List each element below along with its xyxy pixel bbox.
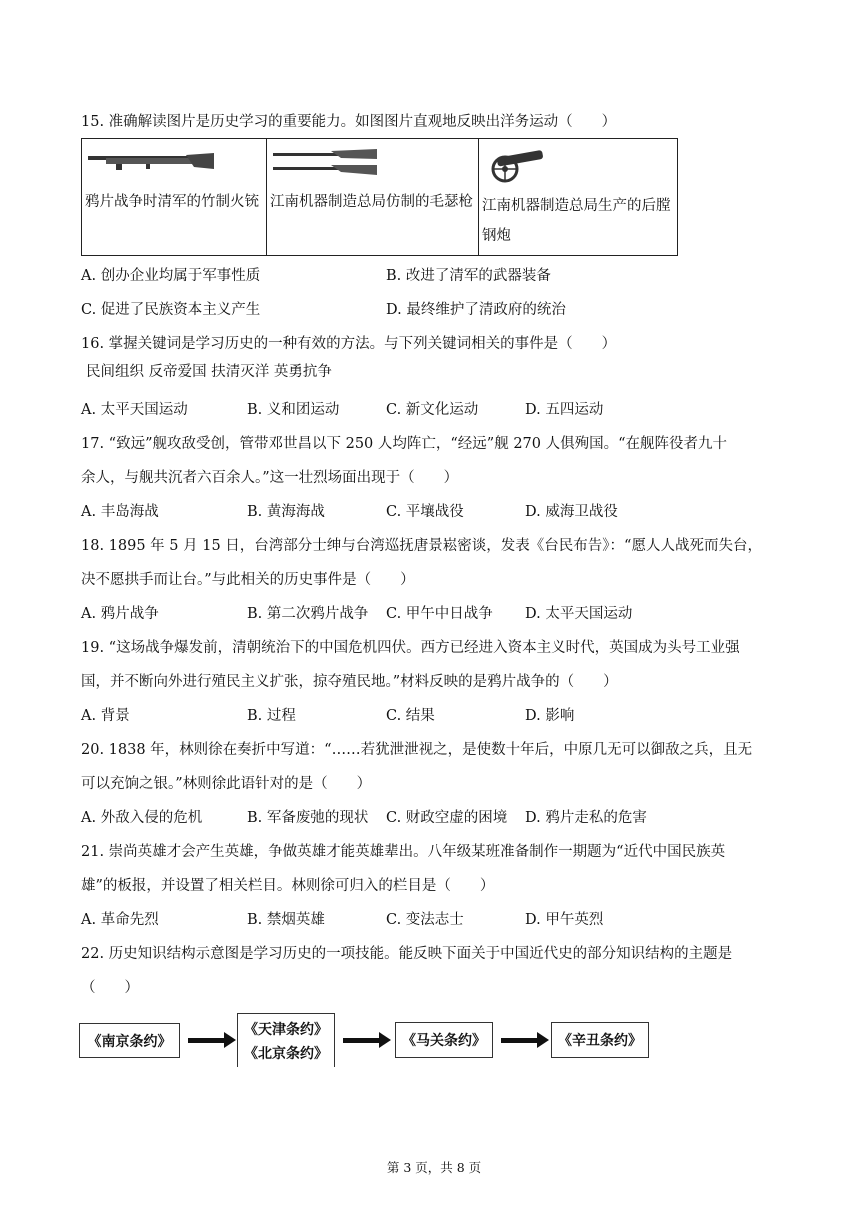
box-tianjin-beijing-treaties [237,1013,335,1067]
q15-option-c[interactable]: C. 促进了民族资本主义产生 [81,302,261,318]
q19-stem-line2: 国，并不断向外进行殖民主义扩张，掠夺殖民地。”材料反映的是鸦片战争的（ ） [81,674,618,690]
q16-keywords: 民间组织 反帝爱国 扶清灭洋 英勇抗争 [86,364,332,380]
q20-option-d[interactable]: D. 鸦片走私的危害 [525,810,647,826]
q20-stem-line1: 20. 1838 年，林则徐在奏折中写道：“……若犹泄泄视之，是使数十年后，中原几无可以御敌之兵，且无 [81,742,753,758]
arrow-right-icon [188,1038,226,1043]
box-maguan-treaty: 《马关条约》 [395,1022,493,1058]
q22-stem-line2: （ ） [81,980,139,996]
rifles-icon [271,145,381,179]
q21-option-c[interactable]: C. 变法志士 [386,912,464,928]
box-tianjin-treaty: 《天津条约》 [244,1021,328,1038]
q17-option-a[interactable]: A. 丰岛海战 [81,504,159,520]
q16-option-b[interactable]: B. 义和团运动 [247,402,340,418]
q22-stem-line1: 22. 历史知识结构示意图是学习历史的一项技能。能反映下面关于中国近代史的部分知识结构的主题是 [81,946,733,962]
q17-option-c[interactable]: C. 平壤战役 [386,504,464,520]
arrow-right-icon [343,1038,381,1043]
q17-stem-line2: 余人，与舰共沉者六百余人。”这一壮烈场面出现于（ ） [81,470,459,486]
page-footer: 第 3 页，共 8 页 [386,1160,482,1175]
q17-option-d[interactable]: D. 威海卫战役 [525,504,618,520]
box-beijing-treaty: 《北京条约》 [244,1045,328,1062]
q15-image-table [81,138,678,256]
q19-option-d[interactable]: D. 影响 [525,708,575,724]
q17-option-b[interactable]: B. 黄海海战 [247,504,325,520]
q16-option-a[interactable]: A. 太平天国运动 [81,402,188,418]
box-nanjing-treaty: 《南京条约》 [79,1023,180,1058]
q18-option-c[interactable]: C. 甲午中日战争 [386,606,493,622]
q15-cell-1 [82,139,267,256]
q20-stem-line2: 可以充饷之银。”林则徐此语针对的是（ ） [81,776,372,792]
matchlock-gun-icon [86,147,216,177]
q19-option-c[interactable]: C. 结果 [386,708,435,724]
q18-stem-line1: 18. 1895 年 5 月 15 日，台湾部分士绅与台湾巡抚唐景崧密谈，发表《台民布告》：“愿人人战死而失台， [81,538,762,554]
q21-option-b[interactable]: B. 禁烟英雄 [247,912,325,928]
q21-stem-line1: 21. 崇尚英雄才会产生英雄，争做英雄才能英雄辈出。八年级某班准备制作一期题为“近代中国民族英 [81,844,726,860]
q15-caption-2: 江南机器制造总局仿制的毛瑟枪 [270,194,473,210]
q15-caption-1: 鸦片战争时清军的竹制火铳 [85,194,259,210]
q15-option-d[interactable]: D. 最终维护了清政府的统治 [386,302,566,318]
q15-cell-2 [267,139,479,256]
q20-option-b[interactable]: B. 军备废弛的现状 [247,810,369,826]
q19-option-b[interactable]: B. 过程 [247,708,296,724]
q21-stem-line2: 雄”的板报，并设置了相关栏目。林则徐可归入的栏目是（ ） [81,878,495,894]
q16-stem: 16. 掌握关键词是学习历史的一种有效的方法。与下列关键词相关的事件是（ ） [81,336,617,352]
q15-option-b[interactable]: B. 改进了清军的武器装备 [386,268,551,284]
box-xinchou-treaty: 《辛丑条约》 [551,1022,649,1058]
q18-stem-line2: 决不愿拱手而让台。”与此相关的历史事件是（ ） [81,572,415,588]
cannon-icon [483,141,547,185]
q20-option-c[interactable]: C. 财政空虚的困境 [386,810,508,826]
q15-option-a[interactable]: A. 创办企业均属于军事性质 [81,268,261,284]
q19-stem-line1: 19. “这场战争爆发前，清朝统治下的中国危机四伏。西方已经进入资本主义时代，英国成为头号工业强 [81,640,740,656]
q15-caption-3: 江南机器制造总局生产的后膛钢炮 [482,198,671,244]
q18-option-b[interactable]: B. 第二次鸦片战争 [247,606,369,622]
q18-option-d[interactable]: D. 太平天国运动 [525,606,633,622]
arrow-right-icon [501,1038,539,1043]
q18-option-a[interactable]: A. 鸦片战争 [81,606,159,622]
q15-cell-3 [479,139,678,256]
q16-option-c[interactable]: C. 新文化运动 [386,402,479,418]
q19-option-a[interactable]: A. 背景 [81,708,130,724]
q21-option-d[interactable]: D. 甲午英烈 [525,912,604,928]
q15-stem: 15. 准确解读图片是历史学习的重要能力。如图图片直观地反映出洋务运动（ ） [81,114,617,130]
q16-option-d[interactable]: D. 五四运动 [525,402,604,418]
q21-option-a[interactable]: A. 革命先烈 [81,912,159,928]
q17-stem-line1: 17. “致远”舰攻敌受创，管带邓世昌以下 250 人均阵亡，“经远”舰 270 人俱殉国。“在舰阵役者九十 [81,436,728,452]
q20-option-a[interactable]: A. 外敌入侵的危机 [81,810,203,826]
